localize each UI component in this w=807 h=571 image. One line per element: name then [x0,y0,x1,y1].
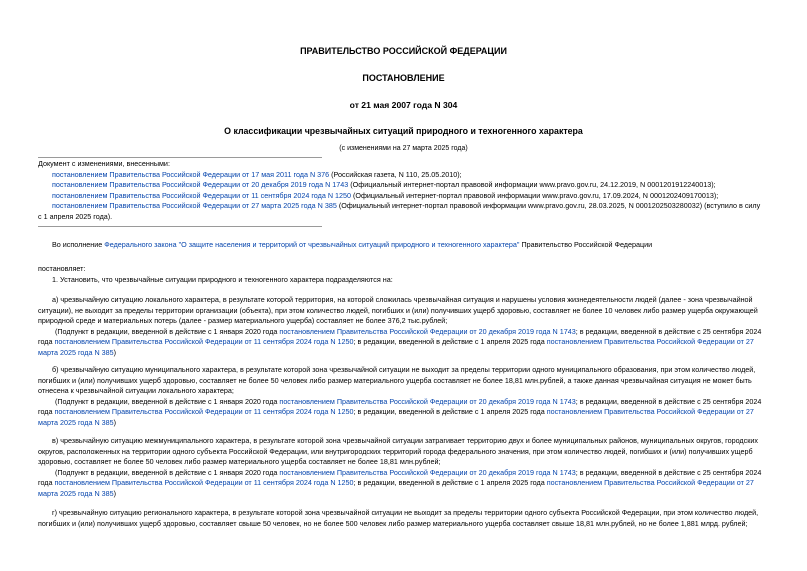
subparagraph-g [38,508,771,529]
editorial-note [38,397,771,408]
amendment-item [38,170,771,181]
amendment-source: (Официальный интернет-портал правовой информации www.pravo.gov.ru, 24.12.2019, N 0001201912240013); [348,180,716,190]
editorial-link-385[interactable]: марта 2025 года N 385 [38,417,114,427]
editorial-link-385[interactable]: постановлением Правительства Российской Федерации от 27 [546,337,754,347]
amendments-intro: Документ с изменениями, внесенными: [38,159,170,168]
amendment-link[interactable]: постановлением Правительства Российской Федерации от 17 мая 2011 года N 376 [52,169,330,179]
editorial-note [38,468,771,479]
editorial-note [38,337,771,348]
amendment-source: (Российская газета, N 110, 25.05.2010); [329,169,462,179]
subparagraph-v [38,436,771,500]
editorial-link-385[interactable]: марта 2025 года N 385 [38,347,114,357]
amendments-bottom-rule [38,226,322,227]
subparagraph-a-line: ситуации), не выходит за пределы территории организации (объекта), при этом количество людей, погибших и (или) получивших ущерб здоровью, составляет не более 10 человек либо размер ущерба окружающей [38,305,758,315]
editorial-text: ; в редакции, введенной в действие с 25 сентября 2024 [575,396,762,406]
editorial-text: ; в редакции, введенной в действие с 1 апреля 2025 года [353,337,547,347]
editorial-text: ) [113,347,117,357]
subparagraph-v-line: в) чрезвычайную ситуацию межмуниципального характера, в результате которой зона чрезвычайной ситуации затрагивает территорию двух и более муниципальных районов, муниципальных округов, городских [52,436,758,445]
editorial-text: ; в редакции, введенной в действие с 25 сентября 2024 [575,326,762,336]
subparagraph-a-line: природной среде и материальных потерь (далее - размер материального ущерба) составляет не более 376,2 тыс.рублей; [38,316,448,326]
editorial-note [38,407,771,418]
editorial-link-1250[interactable]: постановлением Правительства Российской Федерации от 11 сентября 2024 года N 1250 [54,478,354,488]
editorial-link-1743[interactable]: постановлением Правительства Российской Федерации от 20 декабря 2019 года N 1743 [279,326,576,336]
editorial-link-1743[interactable]: постановлением Правительства Российской Федерации от 20 декабря 2019 года N 1743 [279,467,576,477]
editorial-text: (Подпункт в редакции, введенной в действие с 1 января 2020 года [55,396,280,406]
amendment-link[interactable]: постановлением Правительства Российской Федерации от 27 марта 2025 года N 385 [52,201,337,211]
subparagraph-b [38,365,771,429]
preamble-suffix: Правительство Российской Федерации [519,240,653,249]
subparagraph-b-line: отнесена к чрезвычайной ситуации локального характера; [38,386,234,396]
editorial-link-385[interactable]: постановлением Правительства Российской Федерации от 27 [546,407,754,417]
editorial-text: ; в редакции, введенной в действие с 1 апреля 2025 года [353,478,547,488]
subparagraph-a-line: а) чрезвычайную ситуацию локального характера, в результате которой территория, на которой сложилась чрезвычайная ситуация и нарушены условия жизнедеятельности людей (далее - зона чрезвычайной [52,295,753,304]
amendment-source: (Официальный интернет-портал правовой информации www.pravo.gov.ru, 28.03.2025, N 0001202503280032) (вступило в силу [336,201,761,211]
editorial-text: года [38,478,55,488]
editorial-note [38,327,771,338]
editorial-link-385[interactable]: марта 2025 года N 385 [38,488,114,498]
editorial-text: (Подпункт в редакции, введенной в действие с 1 января 2020 года [55,467,280,477]
editorial-link-1250[interactable]: постановлением Правительства Российской Федерации от 11 сентября 2024 года N 1250 [54,337,354,347]
subparagraph-g-line: погибших и (или) получивших ущерб здоровью, составляет свыше 50 человек, но не более 500 человек либо размер материального ущерба составляет свыше 18,81 млн.рублей, но не более 1,881 млрд. рублей; [38,518,748,528]
editorial-text: года [38,337,55,347]
doc-type-heading: ПОСТАНОВЛЕНИЕ [362,73,445,83]
editorial-note [38,348,771,359]
editorial-text: ; в редакции, введенной в действие с 25 сентября 2024 [575,467,762,477]
amendment-item [38,180,771,191]
subparagraph-g-line: г) чрезвычайную ситуацию регионального характера, в результате которой зона чрезвычайной ситуации не выходит за пределы территории одного субъекта Российской Федерации, при этом количество людей, [52,508,759,517]
amendment-item-tail: с 1 апреля 2025 года). [38,211,113,221]
preamble [38,240,771,251]
subparagraph-b-line: погибших и (или) получивших ущерб здоровью, составляет не более 50 человек либо размер материального ущерба составляет не более 18,81 млн.рублей, а также данная чрезвычайная ситуация не может быть [38,375,752,385]
subparagraph-b-line: б) чрезвычайную ситуацию муниципального характера, в результате которой зона чрезвычайной ситуации не выходит за пределы территории одного муниципального образования, при этом количество людей, [52,365,756,374]
amendment-item [38,191,771,202]
amendment-item [38,201,771,212]
amendment-link[interactable]: постановлением Правительства Российской Федерации от 11 сентября 2024 года N 1250 [52,190,352,200]
editorial-text: ) [113,417,117,427]
point-1: 1. Установить, что чрезвычайные ситуации природного и техногенного характера подразделяются на: [52,274,393,284]
subparagraph-a [38,295,771,359]
resolves-label: постановляет: [38,264,86,273]
editorial-text: ; в редакции, введенной в действие с 1 апреля 2025 года [353,407,547,417]
resolves-text [38,264,771,285]
amendments-block [38,159,771,223]
editorial-note [38,489,771,500]
subparagraph-v-line: здоровью, составляет не более 50 человек либо размер материального ущерба составляет не более 18,81 млн.рублей; [38,457,441,467]
document-title: О классификации чрезвычайных ситуаций природного и техногенного характера [224,126,583,136]
editorial-text: года [38,407,55,417]
amendment-source: (Официальный интернет-портал правовой информации www.pravo.gov.ru, 17.09.2024, N 0001202409170013); [351,190,719,200]
preamble-line [38,240,771,251]
date-number-heading: от 21 мая 2007 года N 304 [349,100,458,110]
editorial-note [38,418,771,429]
amendment-link[interactable]: постановлением Правительства Российской Федерации от 20 декабря 2019 года N 1743 [52,180,349,190]
editorial-link-385[interactable]: постановлением Правительства Российской Федерации от 27 [546,478,754,488]
editorial-note [38,478,771,489]
editorial-text: ) [113,488,117,498]
federal-law-link[interactable]: Федерального закона "О защите населения и территорий от чрезвычайных ситуаций природного и техногенного характера" [104,240,520,249]
revision-note: (с изменениями на 27 марта 2025 года) [339,145,468,152]
editorial-link-1250[interactable]: постановлением Правительства Российской Федерации от 11 сентября 2024 года N 1250 [54,407,354,417]
editorial-link-1743[interactable]: постановлением Правительства Российской Федерации от 20 декабря 2019 года N 1743 [279,396,576,406]
amendments-top-rule [38,157,322,158]
editorial-text: (Подпункт в редакции, введенной в действие с 1 января 2020 года [55,326,280,336]
preamble-prefix: Во исполнение [52,240,105,249]
government-heading: ПРАВИТЕЛЬСТВО РОССИЙСКОЙ ФЕДЕРАЦИИ [300,46,507,56]
subparagraph-v-line: округов, расположенных на территории одного субъекта Российской Федерации, или внутригородских территорий города федерального значения, при этом количество людей, погибших и (или) получивших ущерб [38,446,753,456]
